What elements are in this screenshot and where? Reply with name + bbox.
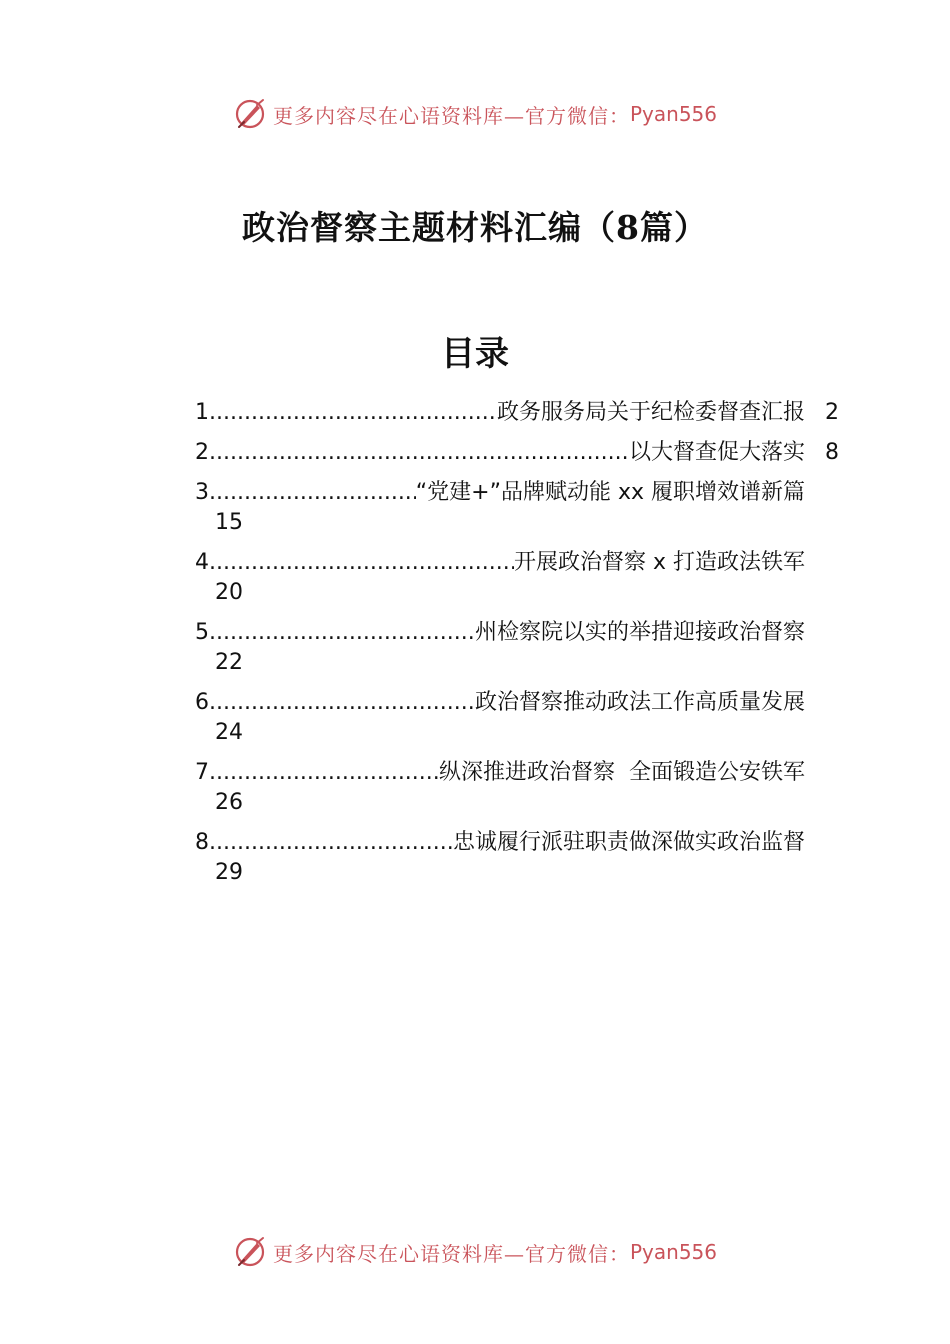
toc-leader-dots [209, 438, 629, 468]
toc-entry-5[interactable] [195, 618, 845, 678]
toc-entry-title: 政治督察推动政法工作高质量发展 [474, 690, 805, 715]
toc-entry-number: 2 [195, 440, 209, 465]
toc-entry-number: 5 [195, 620, 209, 645]
table-of-contents [195, 398, 845, 898]
toc-heading: 目录 [441, 334, 509, 374]
header-banner-text: 更多内容尽在心语资料库—官方微信： [272, 103, 630, 128]
toc-entry-title: 以大督查促大落实 [628, 440, 805, 465]
toc-leader-dots [209, 688, 475, 718]
footer-banner [0, 1230, 950, 1274]
toc-leader-dots [209, 758, 439, 788]
toc-entry-page: 8 [825, 440, 839, 465]
toc-entry-number: 3 [195, 480, 209, 505]
toc-entry-6[interactable] [195, 688, 845, 748]
toc-entry-title: 纵深推进政治督察 全面锻造公安铁军 [439, 760, 805, 785]
toc-entry-number: 7 [195, 760, 209, 785]
toc-entry-4[interactable] [195, 548, 845, 608]
header-banner [0, 92, 950, 136]
header-banner-id: Pyan556 [629, 102, 717, 126]
toc-entry-title: 政务服务局关于纪检委督查汇报 [496, 400, 805, 425]
toc-entry-3[interactable] [195, 478, 845, 538]
toc-entry-7[interactable] [195, 758, 845, 818]
toc-entry-page: 2 [825, 400, 839, 425]
toc-leader-dots [209, 398, 497, 428]
toc-leader-dots [209, 828, 453, 858]
quill-logo-icon [233, 1235, 267, 1269]
toc-entry-title: 开展政治督察 x 打造政法铁军 [513, 550, 805, 575]
toc-entry-page: 29 [215, 860, 243, 885]
footer-banner-text: 更多内容尽在心语资料库—官方微信： [272, 1241, 630, 1266]
toc-entry-page: 15 [215, 510, 243, 535]
toc-entry-page: 22 [215, 650, 243, 675]
toc-entry-2[interactable] [195, 438, 845, 468]
document-title: 政治督察主题材料汇编（8篇） [242, 208, 708, 247]
toc-leader-dots [209, 548, 514, 578]
quill-logo-icon [233, 97, 267, 131]
toc-entry-number: 4 [195, 550, 209, 575]
toc-entry-page: 26 [215, 790, 243, 815]
toc-entry-page: 24 [215, 720, 243, 745]
toc-entry-1[interactable] [195, 398, 845, 428]
toc-leader-dots [209, 478, 416, 508]
toc-entry-number: 1 [195, 400, 209, 425]
toc-entry-number: 6 [195, 690, 209, 715]
footer-banner-id: Pyan556 [629, 1240, 717, 1264]
toc-entry-8[interactable] [195, 828, 845, 888]
toc-entry-page: 20 [215, 580, 243, 605]
toc-entry-title: “党建+”品牌赋动能 xx 履职增效谱新篇 [415, 480, 805, 505]
toc-entry-title: 忠诚履行派驻职责做深做实政治监督 [452, 830, 805, 855]
toc-entry-number: 8 [195, 830, 209, 855]
toc-leader-dots [209, 618, 475, 648]
toc-entry-title: 州检察院以实的举措迎接政治督察 [474, 620, 805, 645]
